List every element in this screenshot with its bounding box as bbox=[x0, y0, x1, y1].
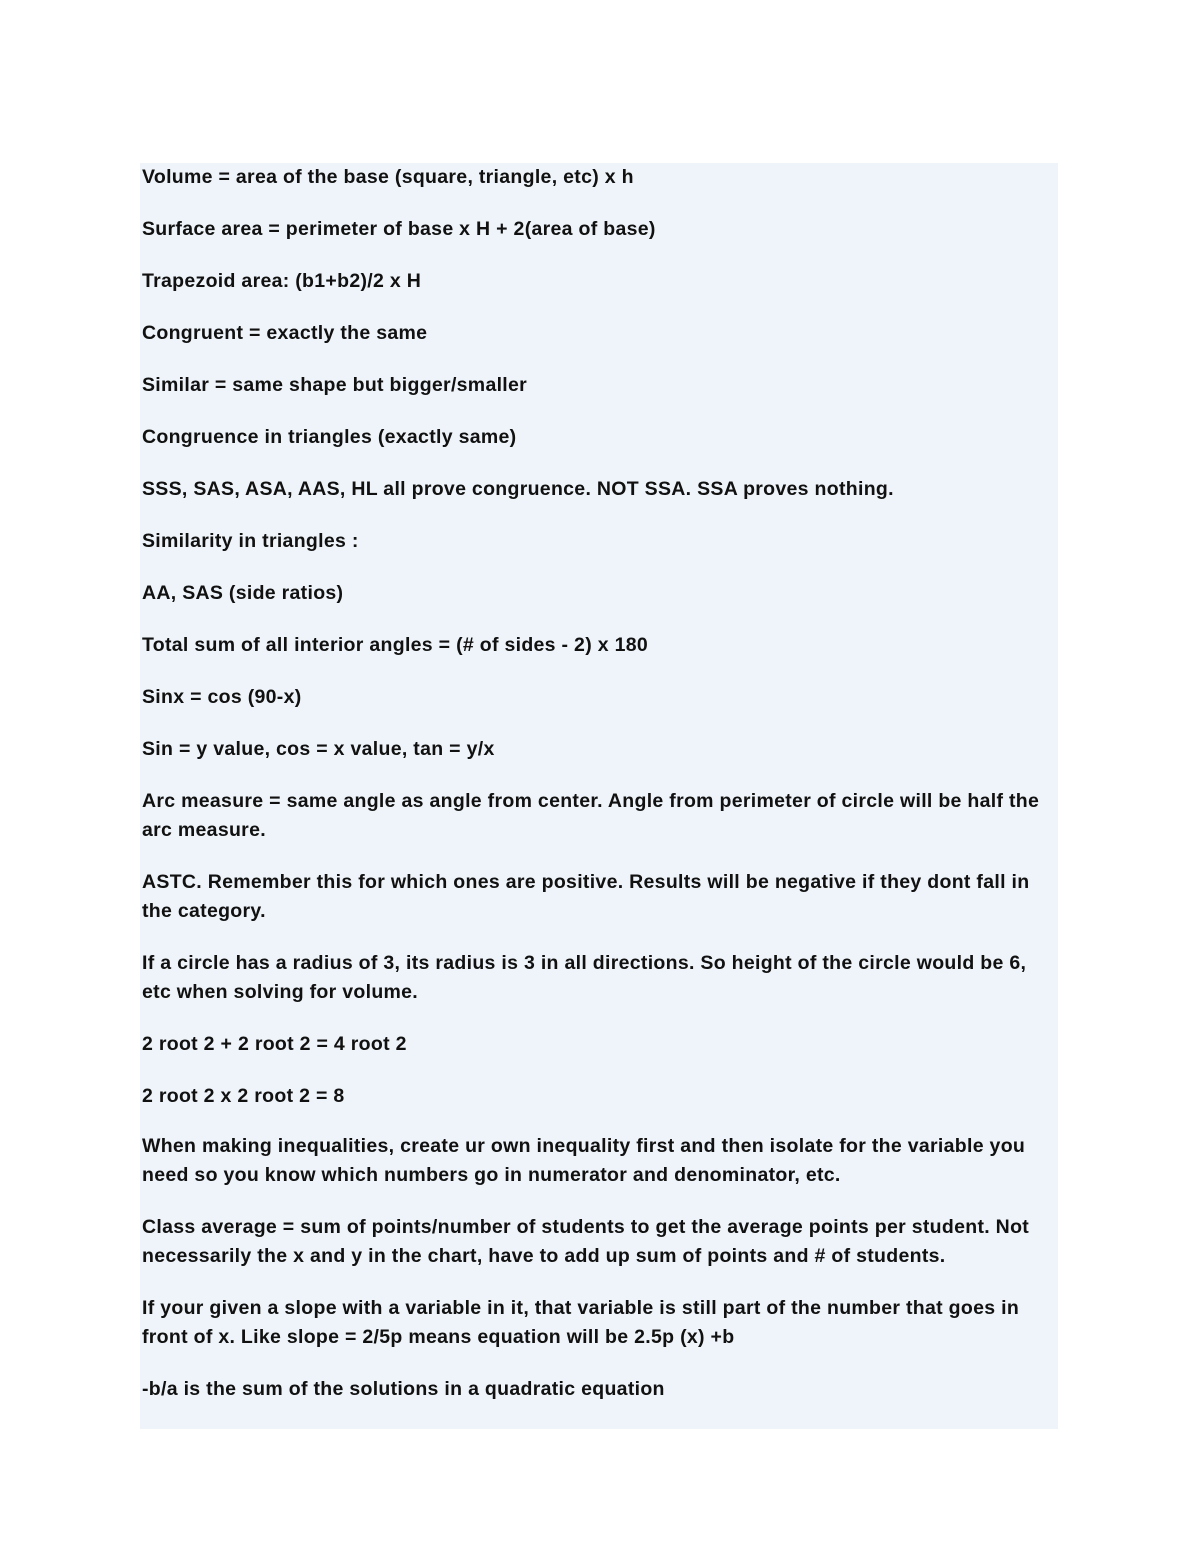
note-class-average: Class average = sum of points/number of students to get the average points per student. Not necessarily the x and y in the chart, have to add up sum of points and # of students. bbox=[142, 1216, 1030, 1267]
note-inequalities: When making inequalities, create ur own inequality first and then isolate for the variable you need so you know which numbers go in numerator and denominator, etc. bbox=[142, 1135, 1026, 1186]
note-circle-radius: If a circle has a radius of 3, its radius is 3 in all directions. So height of the circle would be 6, etc when solving for volume. bbox=[142, 952, 1027, 1003]
note-slope-variable: If your given a slope with a variable in it, that variable is still part of the number that goes in front of x. Like slope = 2/5p means equation will be 2.5p (x) +b bbox=[142, 1297, 1020, 1348]
note-arc-measure: Arc measure = same angle as angle from center. Angle from perimeter of circle will be half the arc measure. bbox=[142, 790, 1040, 841]
note-congruent: Congruent = exactly the same bbox=[142, 322, 428, 344]
note-trapezoid-area: Trapezoid area: (b1+b2)/2 x H bbox=[142, 270, 422, 292]
note-similarity-rules: AA, SAS (side ratios) bbox=[142, 582, 344, 604]
note-sin-cos: Sinx = cos (90-x) bbox=[142, 686, 302, 708]
note-similar: Similar = same shape but bigger/smaller bbox=[142, 374, 528, 396]
note-quadratic-sum: -b/a is the sum of the solutions in a quadratic equation bbox=[142, 1378, 665, 1400]
note-volume: Volume = area of the base (square, triangle, etc) x h bbox=[142, 166, 634, 188]
note-root-product: 2 root 2 x 2 root 2 = 8 bbox=[142, 1085, 345, 1107]
note-interior-angles: Total sum of all interior angles = (# of sides - 2) x 180 bbox=[142, 634, 648, 656]
note-trig-values: Sin = y value, cos = x value, tan = y/x bbox=[142, 738, 495, 760]
note-astc: ASTC. Remember this for which ones are positive. Results will be negative if they dont fall in the category. bbox=[142, 871, 1030, 922]
notes-box bbox=[140, 163, 1058, 1429]
note-similarity-triangles: Similarity in triangles : bbox=[142, 530, 359, 552]
note-root-sum: 2 root 2 + 2 root 2 = 4 root 2 bbox=[142, 1033, 407, 1055]
note-congruence-rules: SSS, SAS, ASA, AAS, HL all prove congruence. NOT SSA. SSA proves nothing. bbox=[142, 478, 894, 500]
note-congruence-triangles: Congruence in triangles (exactly same) bbox=[142, 426, 517, 448]
note-surface-area: Surface area = perimeter of base x H + 2(area of base) bbox=[142, 218, 656, 240]
